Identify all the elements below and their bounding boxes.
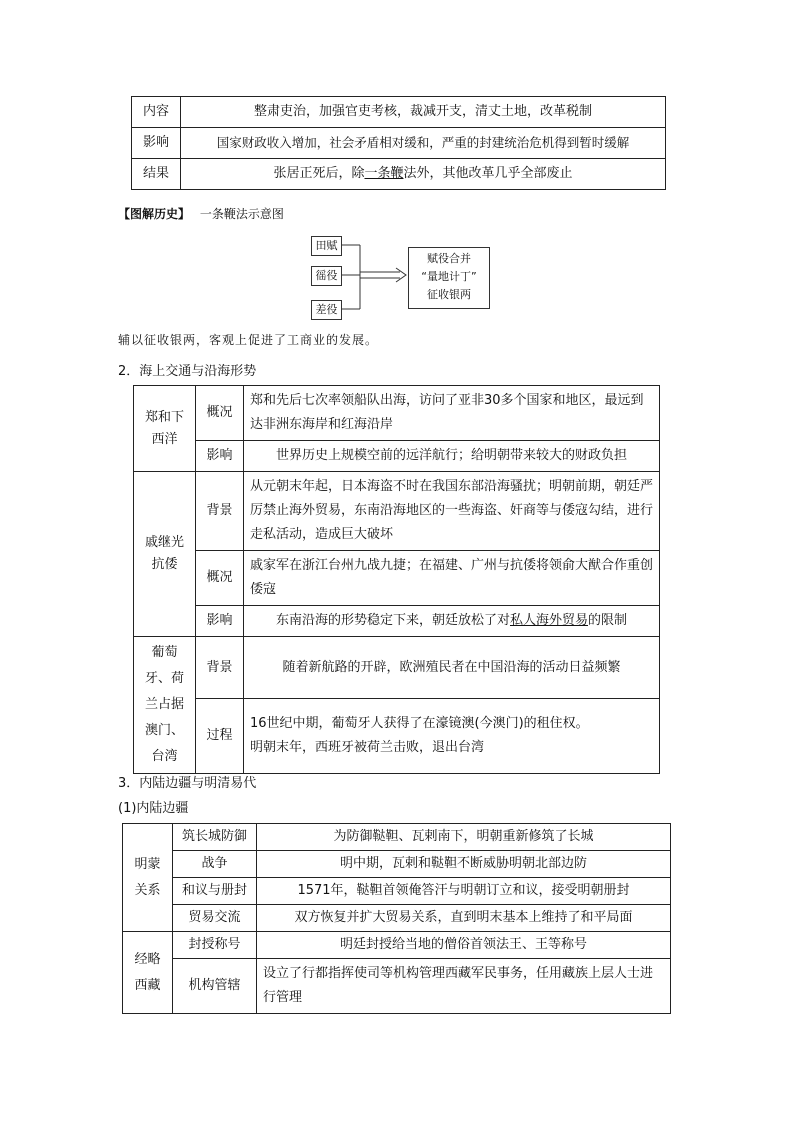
table-row [134,386,660,441]
table-row [134,441,660,472]
subsection-title: (1)内陆边疆 [118,801,189,816]
topic-cell: 明蒙关系 [123,824,173,932]
aspect-label: 战争 [173,851,257,878]
underlined-term: 一条鞭 [364,166,404,181]
table-row [123,959,671,1014]
result-line: 征收银两 [427,288,471,301]
diagram-tag: 【图解历史】 [118,207,191,221]
table-row [123,905,671,932]
table-row [134,637,660,699]
maritime-table [133,385,660,774]
row-content: 整肃吏治，加强官吏考核，裁减开支，清丈土地，改革税制 [181,97,666,128]
aspect-content [244,699,660,774]
topic-cell: 经略西藏 [123,932,173,1014]
table-row [134,699,660,774]
table-row [123,824,671,851]
aspect-label: 概况 [196,551,244,606]
content-line: 明朝末年，西班牙被荷兰击败，退出台湾 [250,740,485,755]
aspect-label: 影响 [196,441,244,472]
row-label: 内容 [132,97,181,128]
aspect-content: 明廷封授给当地的僧俗首领法王、王等称号 [257,932,671,959]
diagram-note: 辅以征收银两，客观上促进了工商业的发展。 [118,333,379,347]
diagram-input-box: 田赋 [311,236,342,256]
aspect-label: 封授称号 [173,932,257,959]
result-line: “量地计丁” [421,270,477,283]
topic-cell: 郑和下西洋 [134,386,196,472]
table-row [134,472,660,551]
diagram-result-box [408,247,490,309]
topic-cell: 戚继光抗倭 [134,472,196,637]
diagram-title: 一条鞭法示意图 [199,207,284,221]
aspect-label: 筑长城防御 [173,824,257,851]
content-part: 法外，其他改革几乎全部废止 [403,166,573,181]
aspect-content: 为防御鞑靼、瓦剌南下，明朝重新修筑了长城 [257,824,671,851]
aspect-label: 贸易交流 [173,905,257,932]
content-line: 16世纪中期，葡萄牙人获得了在濠镜澳(今澳门)的租住权。 [250,716,589,731]
row-content: 国家财政收入增加，社会矛盾相对缓和，严重的封建统治危机得到暂时缓解 [181,128,666,159]
aspect-content: 设立了行都指挥使司等机构管理西藏军民事务，任用藏族上层人士进行管理 [257,959,671,1014]
topic-cell: 葡萄牙、荷兰占据澳门、台湾 [134,637,196,774]
aspect-content: 戚家军在浙江台州九战九捷；在福建、广州与抗倭将领俞大猷合作重创倭寇 [244,551,660,606]
aspect-content: 世界历史上规模空前的远洋航行；给明朝带来较大的财政负担 [244,441,660,472]
aspect-label: 影响 [196,606,244,637]
aspect-content: 1571年，鞑靼首领俺答汗与明朝订立和议，接受明朝册封 [257,878,671,905]
aspect-content: 明中期，瓦剌和鞑靼不断威胁明朝北部边防 [257,851,671,878]
aspect-content [244,606,660,637]
section-title: 3．内陆边疆与明清易代 [118,776,257,791]
aspect-label: 和议与册封 [173,878,257,905]
aspect-label: 背景 [196,637,244,699]
table-row [123,878,671,905]
section-title: 2．海上交通与沿海形势 [118,364,257,379]
result-line: 赋役合并 [427,252,471,265]
content-part: 张居正死后，除 [273,166,365,181]
aspect-content: 从元朝末年起，日本海盗不时在我国东部沿海骚扰；明朝前期，朝廷严厉禁止海外贸易，东南沿海地区的一些海盗、奸商等与倭寇勾结，进行走私活动，造成巨大破坏 [244,472,660,551]
aspect-content: 郑和先后七次率领船队出海，访问了亚非30多个国家和地区，最远到达非洲东海岸和红海沿岸 [244,386,660,441]
aspect-label: 机构管辖 [173,959,257,1014]
content-part: 东南沿海的形势稳定下来，朝廷放松了对 [275,613,510,628]
underlined-term: 私人海外贸易 [509,613,588,628]
aspect-content: 随着新航路的开辟，欧洲殖民者在中国沿海的活动日益频繁 [244,637,660,699]
aspect-content: 双方恢复并扩大贸易关系，直到明末基本上维持了和平局面 [257,905,671,932]
table-row [134,606,660,637]
row-label: 结果 [132,159,181,190]
table-row [123,932,671,959]
table-row [123,851,671,878]
aspect-label: 概况 [196,386,244,441]
aspect-label: 背景 [196,472,244,551]
content-part: 的限制 [588,613,628,628]
diagram-input-box: 差役 [311,300,342,320]
frontier-table [122,823,671,1014]
diagram-input-box: 徭役 [311,266,342,286]
aspect-label: 过程 [196,699,244,774]
diagram-connectors [0,0,794,340]
row-label: 影响 [132,128,181,159]
table-row [134,551,660,606]
